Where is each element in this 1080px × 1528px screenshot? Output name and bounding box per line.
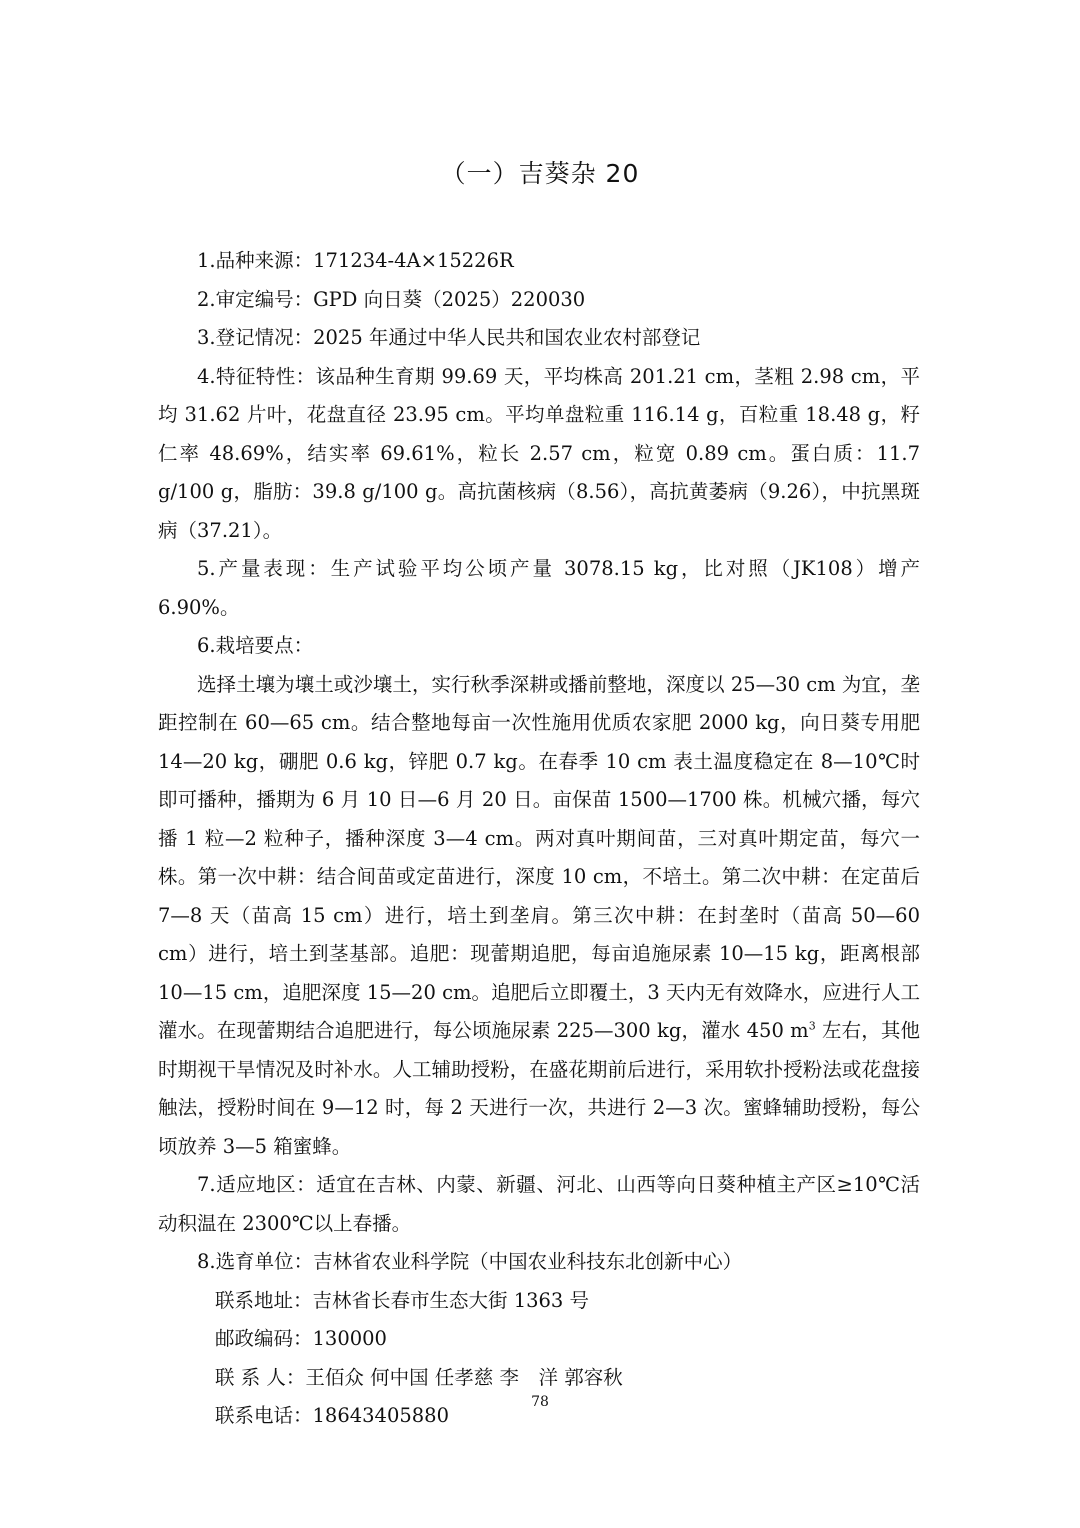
contact-phone: 联系电话：18643405880 [215,1404,449,1427]
page-title: （一）吉葵杂 20 [440,159,640,188]
item-characteristics: 4.特征特性：该品种生育期 99.69 天，平均株高 201.21 cm，茎粗 2.98 cm，平均 31.62 片叶，花盘直径 23.95 cm。平均单盘粒重 116.14 g，百粒重 18.48 g，籽仁率 48.69%，结实率 69.61%，粒长 2.57 cm，粒宽 0.89 cm。蛋白质：11.7 g/100 g，脂肪：39.8 g/100 g。高抗菌核病（8.56），高抗黄萎病（9.26），中抗黑斑病（37.21）。 [158,364,920,542]
page-number: 78 [531,1394,549,1410]
item-variety-source: 1.品种来源：171234-4A×15226R [197,249,514,272]
item-cultivation-text [158,666,920,1167]
cultivation-text-part-a: 选择土壤为壤土或沙壤土，实行秋季深耕或播前整地，深度以 25—30 cm 为宜，垄距控制在 60—65 cm。结合整地每亩一次性施用优质农家肥 2000 kg，向日葵专用肥 14—20 kg，硼肥 0.6 kg，锌肥 0.7 kg。在春季 10 cm 表土温度稳定在 8—10℃时即可播种，播期为 6 月 10 日—6 月 20 日。亩保苗 1500—1700 株。机械穴播，每穴播 1 粒—2 粒种子，播种深度 3—4 cm。两对真叶期间苗，三对真叶期定苗，每穴一株。第一次中耕：结合间苗或定苗进行，深度 10 cm，不培土。第二次中耕：在定苗后 7—8 天（苗高 15 cm）进行，培土到垄肩。第三次中耕：在封垄时（苗高 50—60 cm）进行，培土到茎基部。追肥：现蕾期追肥，每亩追施尿素 10—15 kg，距离根部 10—15 cm，追肥深度 15—20 cm。追肥后立即覆土，3 天内无有效降水，应进行人工灌水。在现蕾期结合追肥进行，每公顷施尿素 225—300 kg，灌水 450 m [158,672,920,1042]
item-approval-number: 2.审定编号：GPD 向日葵（2025）220030 [197,287,586,311]
cultivation-superscript: 3 [808,1019,816,1033]
cultivation-text-part-b: 左右，其他时期视干旱情况及时补水。人工辅助授粉，在盛花期前后进行，采用软扑授粉法或花盘接触法，授粉时间在 9—12 时，每 2 天进行一次，共进行 2—3 次。蜜蜂辅助授粉，每公顷放养 3—5 箱蜜蜂。 [158,1019,920,1158]
contact-person: 联 系 人：王佰众 何中国 任孝慈 李 洋 郭容秋 [215,1365,623,1389]
contact-postcode: 邮政编码：130000 [215,1327,387,1350]
item-breeding-unit: 8.选育单位：吉林省农业科学院（中国农业科技东北创新中心） [197,1250,743,1273]
item-yield: 5.产量表现：生产试验平均公顷产量 3078.15 kg，比对照（JK108）增产 6.90%。 [158,557,920,619]
item-registration: 3.登记情况：2025 年通过中华人民共和国农业农村部登记 [197,326,701,349]
contact-address: 联系地址：吉林省长春市生态大街 1363 号 [215,1288,590,1312]
item-cultivation-heading: 6.栽培要点： [197,634,314,657]
document-body [158,242,920,1436]
item-adaptation-region: 7.适应地区：适宜在吉林、内蒙、新疆、河北、山西等向日葵种植主产区≥10℃活动积温在 2300℃以上春播。 [158,1173,920,1235]
